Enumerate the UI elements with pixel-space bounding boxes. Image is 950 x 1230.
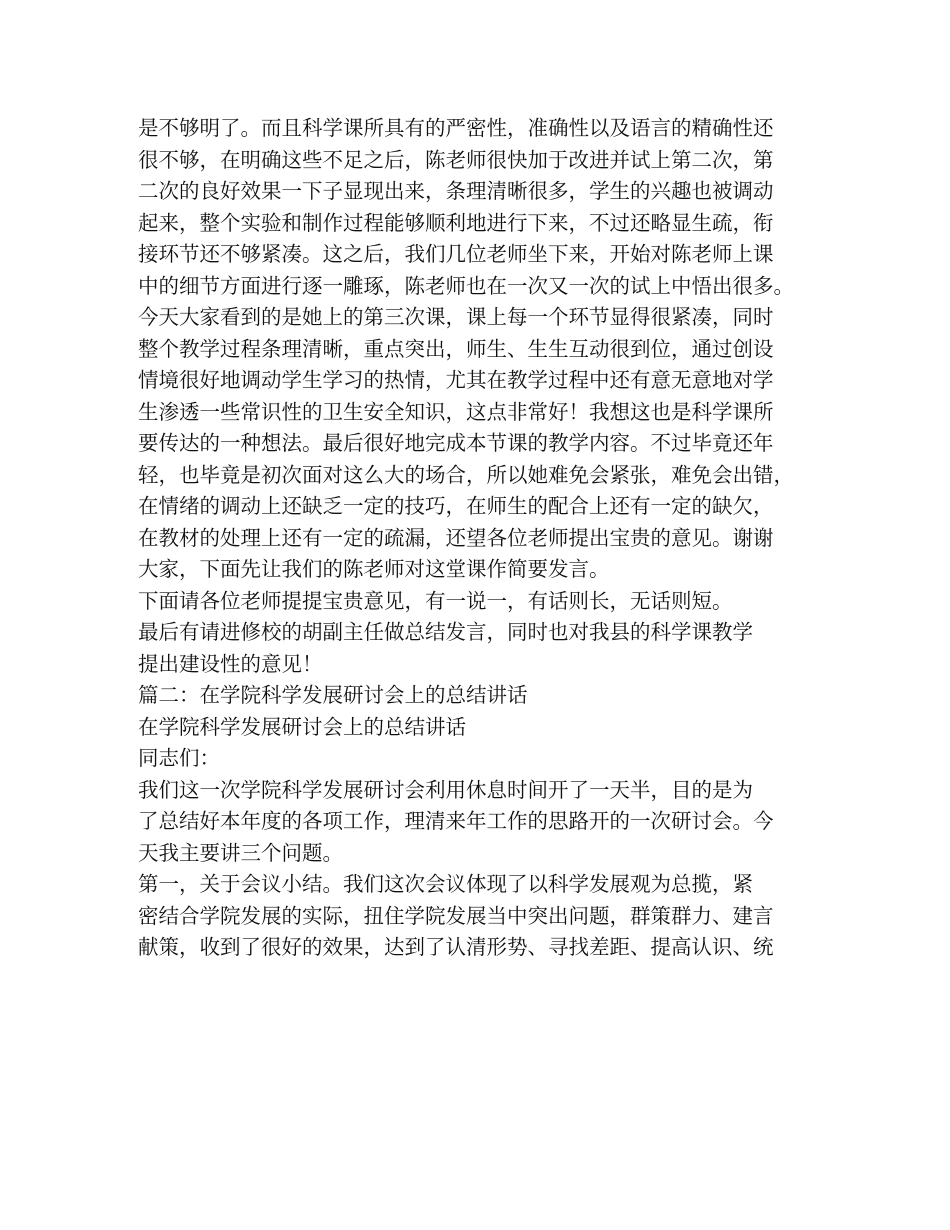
text-line: 天我主要讲三个问题。 <box>138 840 343 865</box>
text-line: 要传达的一种想法。最后很好地完成本节课的教学内容。不过毕竟还年 <box>138 431 774 455</box>
document-body <box>138 113 828 964</box>
text-line: 中的细节方面进行逐一雕琢，陈老师也在一次又一次的试上中悟出很多。 <box>138 273 794 298</box>
text-line: 整个教学过程条理清晰，重点突出，师生、生生互动很到位，通过创设 <box>138 336 774 361</box>
section-heading: 篇二：在学院科学发展研讨会上的总结讲话 <box>138 683 528 707</box>
text-line: 密结合学院发展的实际，扭住学院发展当中突出问题，群策群力、建言 <box>138 903 774 928</box>
text-line: 今天大家看到的是她上的第三次课，课上每一个环节显得很紧凑，同时 <box>138 305 774 329</box>
text-line: 是不够明了。而且科学课所具有的严密性，准确性以及语言的精确性还 <box>138 116 774 140</box>
text-line: 很不够，在明确这些不足之后，陈老师很快加于改进并试上第二次，第 <box>138 147 774 172</box>
text-line: 生渗透一些常识性的卫生安全知识，这点非常好！我想这也是科学课所 <box>138 399 774 424</box>
text-line: 接环节还不够紧凑。这之后，我们几位老师坐下来，开始对陈老师上课 <box>138 242 774 266</box>
text-line: 了总结好本年度的各项工作，理清来年工作的思路开的一次研讨会。今 <box>138 809 774 833</box>
text-line: 在教材的处理上还有一定的疏漏，还望各位老师提出宝贵的意见。谢谢 <box>138 525 774 550</box>
text-line: 第一，关于会议小结。我们这次会议体现了以科学发展观为总揽，紧 <box>138 872 753 896</box>
text-line: 提出建设性的意见！ <box>138 651 323 676</box>
text-line: 在情绪的调动上还缺乏一定的技巧，在师生的配合上还有一定的缺欠， <box>138 494 774 518</box>
text-line: 我们这一次学院科学发展研讨会利用休息时间开了一天半，目的是为 <box>138 777 753 802</box>
speech-title: 在学院科学发展研讨会上的总结讲话 <box>138 714 466 739</box>
text-line: 最后有请进修校的胡副主任做总结发言，同时也对我县的科学课教学 <box>138 620 753 644</box>
text-line: 大家，下面先让我们的陈老师对这堂课作简要发言。 <box>138 557 610 581</box>
text-line: 情境很好地调动学生学习的热情，尤其在教学过程中还有意无意地对学 <box>138 368 774 392</box>
text-line: 二次的良好效果一下子显现出来，条理清晰很多，学生的兴趣也被调动 <box>138 179 774 203</box>
text-line: 献策，收到了很好的效果，达到了认清形势、寻找差距、提高认识、统 <box>138 935 774 959</box>
text-line: 轻，也毕竟是初次面对这么大的场合，所以她难免会紧张，难免会出错， <box>138 462 794 487</box>
salutation: 同志们： <box>138 746 220 770</box>
text-line: 起来，整个实验和制作过程能够顺利地进行下来，不过还略显生疏，衔 <box>138 210 774 235</box>
text-line: 下面请各位老师提提宝贵意见，有一说一，有话则长，无话则短。 <box>138 588 733 613</box>
